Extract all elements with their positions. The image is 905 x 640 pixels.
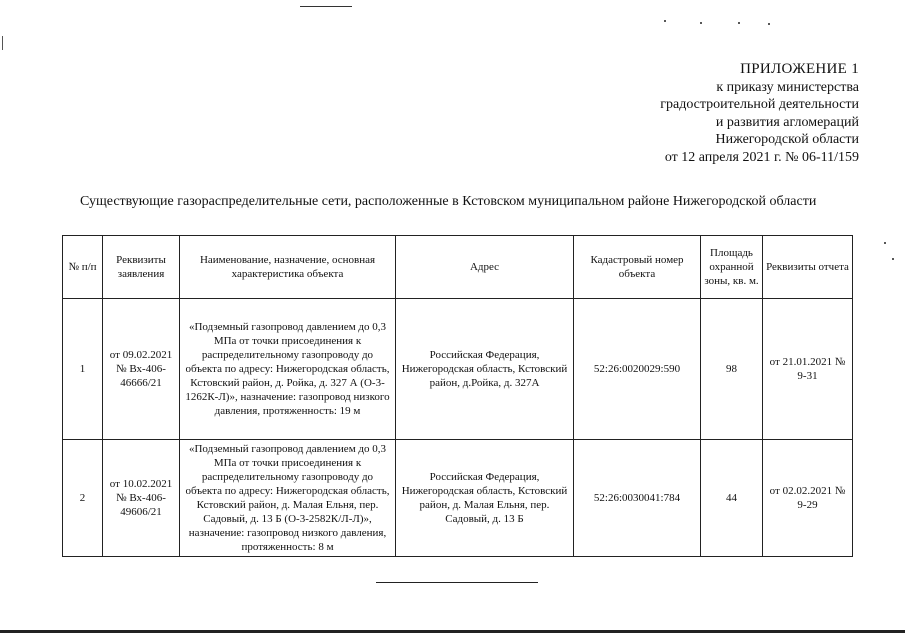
- cell-cadastral: 52:26:0030041:784: [574, 440, 701, 557]
- annex-title: ПРИЛОЖЕНИЕ 1: [740, 61, 859, 77]
- scan-artifact-bottom-bar: [0, 630, 905, 633]
- cell-cadastral: 52:26:0020029:590: [574, 299, 701, 440]
- cell-area: 98: [701, 299, 763, 440]
- table-row: [63, 299, 853, 440]
- annex-line: от 12 апреля 2021 г. № 06-11/159: [664, 149, 859, 165]
- cell-report: от 21.01.2021 № 9-31: [763, 299, 853, 440]
- scan-artifact-dot: [884, 242, 886, 244]
- scan-artifact-edge: [2, 36, 3, 50]
- table-header-row: [63, 236, 853, 299]
- header-description: Наименование, назначение, основная характеристика объекта: [180, 236, 396, 299]
- annex-line: Нижегородской области: [715, 132, 859, 147]
- cell-num: 1: [63, 299, 103, 440]
- footer-divider: [376, 582, 538, 583]
- annex-line: и развития агломераций: [715, 114, 859, 130]
- header-area: Площадь охранной зоны, кв. м.: [701, 236, 763, 299]
- annex-line: градостроительной деятельности: [660, 97, 859, 112]
- annex-block: [660, 61, 859, 166]
- scan-artifact-dot: [700, 22, 702, 24]
- cell-num: 2: [63, 440, 103, 557]
- cell-address: Российская Федерация, Нижегородская область, Кстовский район, д.Ройка, д. 327А: [396, 299, 574, 440]
- cell-report: от 02.02.2021 № 9-29: [763, 440, 853, 557]
- header-num: № п/п: [63, 236, 103, 299]
- scan-artifact-dot: [768, 23, 770, 25]
- scan-artifact-dot: [738, 22, 740, 24]
- cell-description: «Подземный газопровод давлением до 0,3 МПа от точки присоединения к распределительному газопроводу до объекта по адресу: Нижегородская область, Кстовский район, д. Ройка, д. 327 А (О-3-1262К-Л)», назначение: газопровод низкого давления, протяженность: 19 м: [180, 299, 396, 440]
- cell-application: от 09.02.2021 № Вх-406-46666/21: [103, 299, 180, 440]
- header-application: Реквизиты заявления: [103, 236, 180, 299]
- header-address: Адрес: [396, 236, 574, 299]
- header-report: Реквизиты отчета: [763, 236, 853, 299]
- scan-artifact-dot: [892, 258, 894, 260]
- cell-description: «Подземный газопровод давлением до 0,3 МПа от точки присоединения к распределительному газопроводу до объекта по адресу: Нижегородская область, Кстовский район, д. Малая Ельня, пер. Садовый, д. 13 Б (О-3-2582К/Л-Л)», назначение: газопровод низкого давления, протяженность: 8 м: [180, 440, 396, 557]
- scan-artifact-dot: [664, 20, 666, 22]
- header-cadastral: Кадастровый номер объекта: [574, 236, 701, 299]
- registry-table: [62, 235, 853, 557]
- scan-artifact-line: [300, 6, 352, 7]
- table-row: [63, 440, 853, 557]
- annex-line: к приказу министерства: [716, 79, 859, 95]
- cell-area: 44: [701, 440, 763, 557]
- cell-application: от 10.02.2021 № Вх-406-49606/21: [103, 440, 180, 557]
- cell-address: Российская Федерация, Нижегородская область, Кстовский район, д. Малая Ельня, пер. Садовый, д. 13 Б: [396, 440, 574, 557]
- document-title: Существующие газораспределительные сети, расположенные в Кстовском муниципальном районе Нижегородской области: [80, 194, 817, 209]
